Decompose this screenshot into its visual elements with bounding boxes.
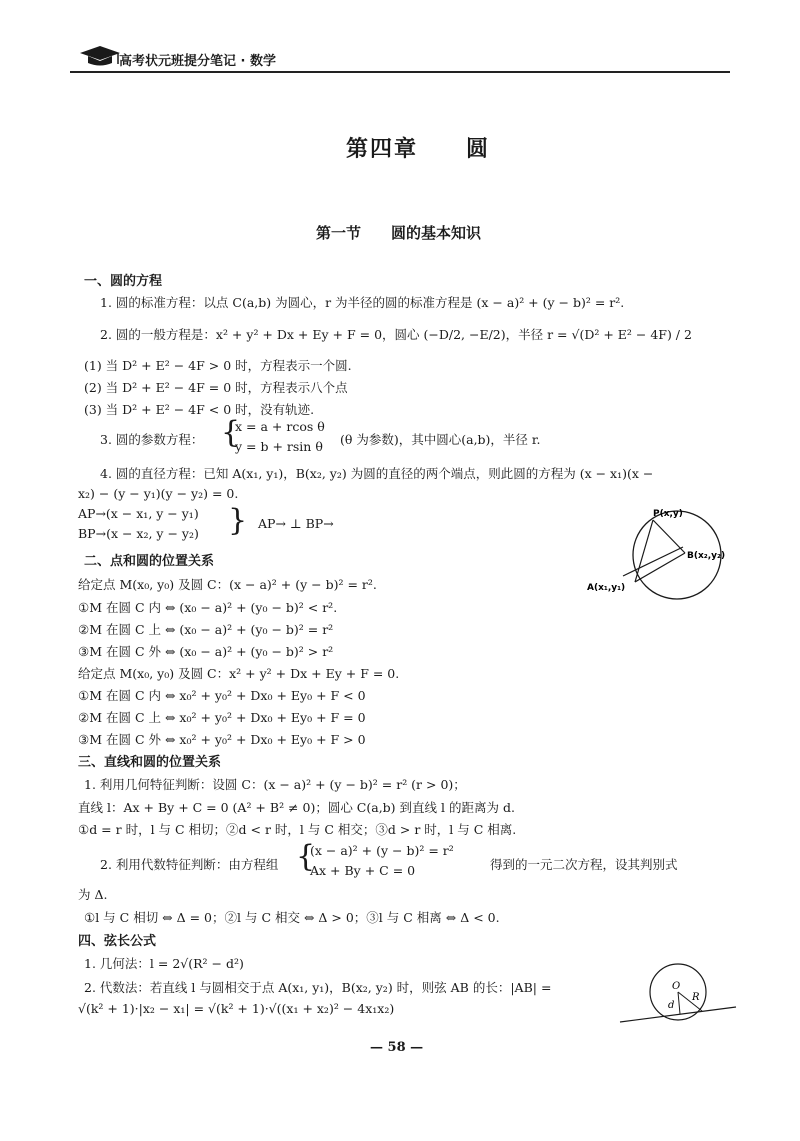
text-line: √(k² + 1)·|x₂ − x₁| = √(k² + 1)·√((x₁ + x₂)² − 4x₁x₂)	[78, 1001, 395, 1016]
text-line: 给定点 M(x₀, y₀) 及圆 C：(x − a)² + (y − b)² = r².	[78, 577, 377, 592]
chord-distance-figure	[618, 962, 738, 1032]
label-r: R	[692, 992, 700, 1003]
text-line: 1. 几何法：l = 2√(R² − d²)	[84, 956, 244, 971]
page-number: — 58 —	[370, 1040, 424, 1055]
label-d: d	[668, 1000, 675, 1011]
label-a: A(x₁,y₁)	[587, 583, 626, 593]
text-line: 1. 圆的标准方程：以点 C(a,b) 为圆心，r 为半径的圆的标准方程是 (x − a)² + (y − b)² = r².	[100, 295, 625, 310]
param-eq-x: x = a + rcos θ	[235, 419, 325, 434]
text-line: 3. 圆的参数方程：	[100, 432, 204, 447]
text-line: ①d = r 时，l 与 C 相切；②d < r 时，l 与 C 相交；③d > r 时，l 与 C 相离.	[78, 822, 517, 837]
header-rule	[70, 71, 730, 73]
label-o: O	[672, 981, 681, 992]
text-line: 2. 代数法：若直线 l 与圆相交于点 A(x₁, y₁)，B(x₂, y₂) 时，则弦 AB 的长：|AB| =	[84, 980, 552, 995]
circle-diameter-figure	[585, 500, 775, 610]
heading-line-circle: 三、直线和圆的位置关系	[78, 755, 222, 770]
text-line: 给定点 M(x₀, y₀) 及圆 C：x² + y² + Dx + Ey + F = 0.	[78, 666, 400, 681]
text-line: 2. 利用代数特征判断：由方程组	[100, 857, 279, 872]
brace: {	[228, 503, 248, 538]
chapter-title: 第四章 圆	[346, 136, 491, 162]
text-line: ①M 在圆 C 内 ⇔ x₀² + y₀² + Dx₀ + Ey₀ + F < 0	[78, 688, 366, 703]
text-line: (2) 当 D² + E² − 4F = 0 时，方程表示八个点	[84, 380, 348, 395]
label-b: B(x₂,y₂)	[687, 551, 726, 561]
text-line: ②M 在圆 C 上 ⇔ (x₀ − a)² + (y₀ − b)² = r²	[78, 622, 334, 637]
text-line: 直线 l：Ax + By + C = 0 (A² + B² ≠ 0)；圆心 C(a,b) 到直线 l 的距离为 d.	[78, 800, 515, 815]
label-p: P(x,y)	[653, 509, 683, 519]
param-eq-y: y = b + rsin θ	[235, 439, 323, 454]
system-eq-2: Ax + By + C = 0	[310, 863, 416, 878]
brace: {	[296, 839, 316, 874]
text-line: (θ 为参数)，其中圆心(a,b)，半径 r.	[340, 432, 541, 447]
system-eq-1: (x − a)² + (y − b)² = r²	[310, 843, 454, 858]
text-line: 得到的一元二次方程，设其判别式	[490, 857, 678, 872]
vector-bp: BP→(x − x₂, y − y₂)	[78, 526, 199, 541]
text-line: ①M 在圆 C 内 ⇔ (x₀ − a)² + (y₀ − b)² < r².	[78, 600, 338, 615]
text-line: ①l 与 C 相切 ⇔ Δ = 0；②l 与 C 相交 ⇔ Δ > 0；③l 与 C 相离 ⇔ Δ < 0.	[84, 910, 500, 925]
text-line: 2. 圆的一般方程是：x² + y² + Dx + Ey + F = 0，圆心 (−D/2, −E/2)，半径 r = √(D² + E² − 4F) / 2	[100, 327, 692, 342]
text-line: (1) 当 D² + E² − 4F > 0 时，方程表示一个圆.	[84, 358, 352, 373]
heading-circle-equation: 一、圆的方程	[84, 274, 163, 289]
header-title: 高考状元班提分笔记 · 数学	[119, 54, 276, 69]
text-line: (3) 当 D² + E² − 4F < 0 时，没有轨迹.	[84, 402, 315, 417]
text-line: x₂) − (y − y₁)(y − y₂) = 0.	[78, 486, 239, 501]
text-line: 4. 圆的直径方程：已知 A(x₁, y₁)，B(x₂, y₂) 为圆的直径的两个端点，则此圆的方程为 (x − x₁)(x −	[100, 466, 654, 481]
brace: {	[221, 415, 241, 450]
text-line: ③M 在圆 C 外 ⇔ x₀² + y₀² + Dx₀ + Ey₀ + F > 0	[78, 732, 366, 747]
perpendicular-relation: AP→ ⊥ BP→	[258, 516, 334, 531]
section-title: 第一节 圆的基本知识	[316, 224, 482, 242]
heading-chord-length: 四、弦长公式	[78, 934, 157, 949]
vector-ap: AP→(x − x₁, y − y₁)	[78, 506, 199, 521]
distance-segment	[678, 992, 680, 1014]
heading-point-circle: 二、点和圆的位置关系	[84, 554, 215, 569]
graduation-cap-icon	[78, 44, 122, 68]
text-line: 为 Δ.	[78, 887, 108, 902]
text-line: 1. 利用几何特征判断：设圆 C：(x − a)² + (y − b)² = r² (r > 0)；	[84, 777, 466, 792]
text-line: ③M 在圆 C 外 ⇔ (x₀ − a)² + (y₀ − b)² > r²	[78, 644, 334, 659]
chord-bp	[653, 520, 685, 553]
text-line: ②M 在圆 C 上 ⇔ x₀² + y₀² + Dx₀ + Ey₀ + F = 0	[78, 710, 366, 725]
